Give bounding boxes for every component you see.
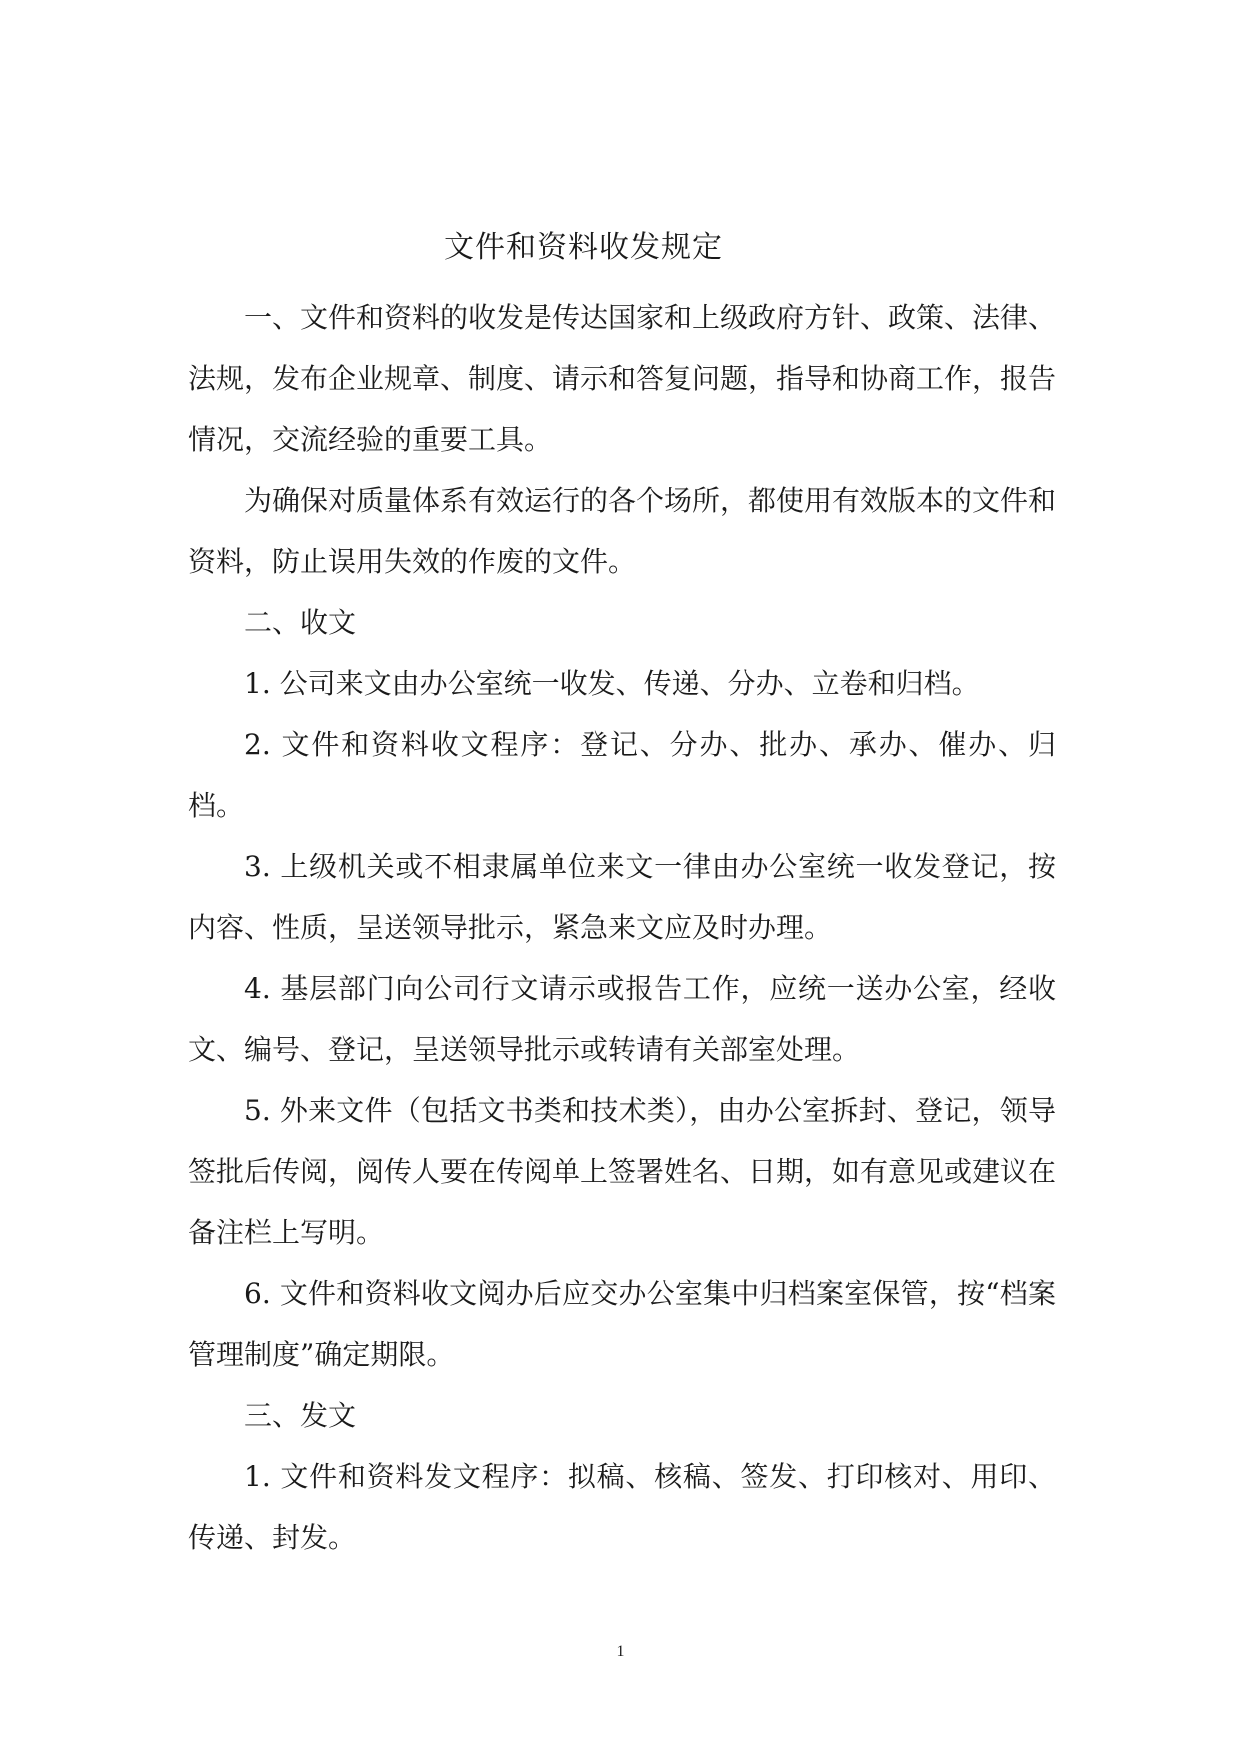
- page-number: 1: [616, 1643, 625, 1660]
- paragraph-receiving-5: 5. 外来文件（包括文书类和技术类），由办公室拆封、登记，领导签批后传阅，阅传人要在传阅单上签署姓名、日期，如有意见或建议在备注栏上写明。: [188, 1094, 1057, 1249]
- document-title: 文件和资料收发规定: [444, 230, 723, 265]
- paragraph-receiving-2: 2. 文件和资料收文程序：登记、分办、批办、承办、催办、归档。: [188, 728, 1056, 822]
- section-heading-sending: 三、发文: [244, 1399, 357, 1432]
- paragraph-receiving-4: 4. 基层部门向公司行文请示或报告工作，应统一送办公室，经收文、编号、登记，呈送领导批示或转请有关部室处理。: [188, 972, 1056, 1066]
- section-heading-receiving: 二、收文: [244, 606, 357, 639]
- paragraph-receiving-3: 3. 上级机关或不相隶属单位来文一律由办公室统一收发登记，按内容、性质，呈送领导批示，紧急来文应及时办理。: [188, 850, 1056, 944]
- paragraph-valid-version: 为确保对质量体系有效运行的各个场所，都使用有效版本的文件和资料，防止误用失效的作废的文件。: [188, 484, 1057, 578]
- paragraph-receiving-1: 1. 公司来文由办公室统一收发、传递、分办、立卷和归档。: [244, 667, 980, 700]
- paragraph-purpose: 一、文件和资料的收发是传达国家和上级政府方针、政策、法律、法规，发布企业规章、制度、请示和答复问题，指导和协商工作，报告情况，交流经验的重要工具。: [188, 301, 1057, 456]
- paragraph-receiving-6: 6. 文件和资料收文阅办后应交办公室集中归档案室保管，按“档案管理制度”确定期限。: [188, 1277, 1056, 1371]
- paragraph-sending-1: 1. 文件和资料发文程序：拟稿、核稿、签发、打印核对、用印、传递、封发。: [188, 1460, 1056, 1554]
- document-body: [188, 287, 1056, 1568]
